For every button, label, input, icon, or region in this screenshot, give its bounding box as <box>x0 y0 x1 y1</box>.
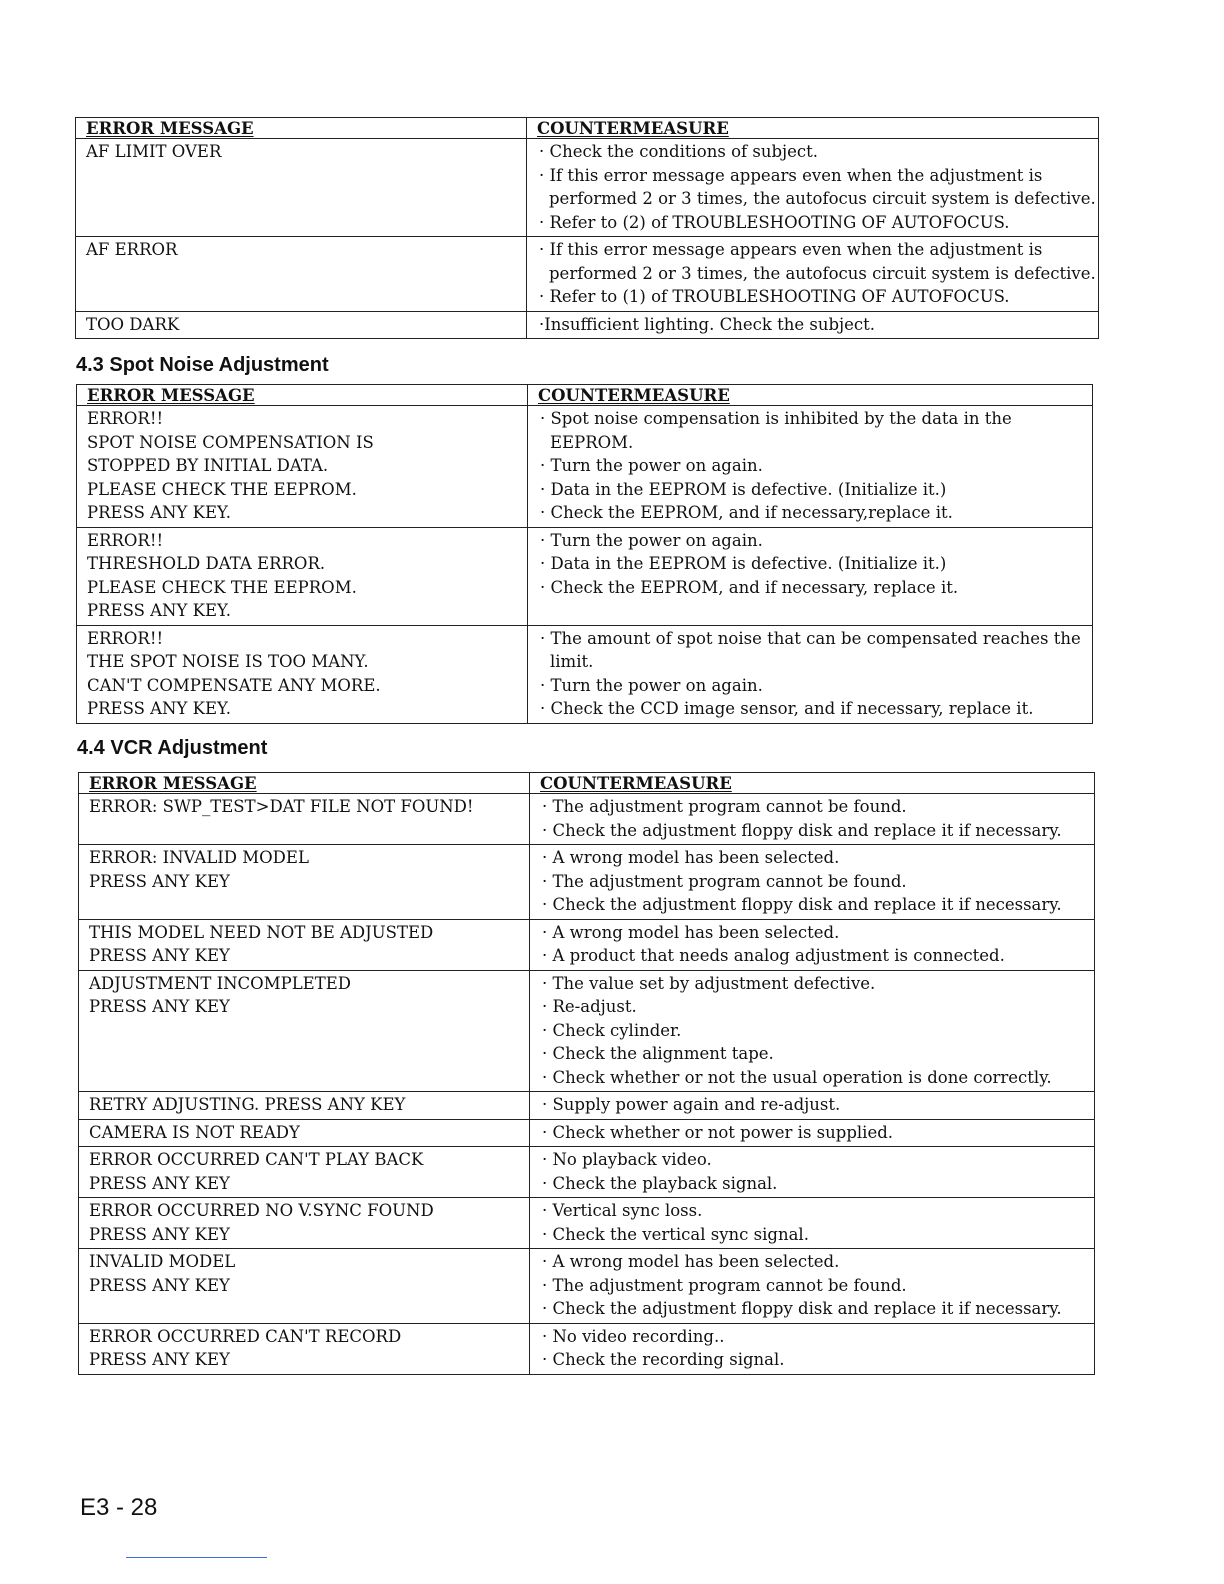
countermeasure-line: · The adjustment program cannot be found. <box>542 797 907 816</box>
countermeasure-cell <box>527 311 1099 339</box>
error-table-spot-noise <box>76 384 1093 724</box>
error-message-cell <box>79 1198 530 1249</box>
table-row <box>77 625 1093 723</box>
error-message-line: ERROR OCCURRED NO V.SYNC FOUND <box>89 1201 434 1220</box>
error-message-line: AF LIMIT OVER <box>86 142 222 161</box>
countermeasure-cell <box>530 1147 1095 1198</box>
error-message-line: THIS MODEL NEED NOT BE ADJUSTED <box>89 922 434 942</box>
countermeasure-line: performed 2 or 3 times, the autofocus circuit system is defective. <box>549 189 1096 208</box>
footer-rule <box>126 1557 267 1558</box>
error-message-line: PRESS ANY KEY <box>89 871 230 891</box>
table-row <box>79 970 1095 1092</box>
error-message-cell <box>79 845 530 920</box>
header-label: ERROR MESSAGE <box>87 386 255 405</box>
error-message-cell <box>77 527 528 625</box>
error-message-line: PLEASE CHECK THE EEPROM. <box>87 479 357 499</box>
countermeasure-line: · Check the recording signal. <box>542 1350 785 1369</box>
error-message-cell <box>79 1147 530 1198</box>
error-message-line: ERROR!! <box>87 530 164 550</box>
countermeasure-line: · Data in the EEPROM is defective. (Initialize it.) <box>540 479 947 499</box>
error-message-line: STOPPED BY INITIAL DATA. <box>87 456 329 475</box>
countermeasure-cell <box>530 919 1095 970</box>
table-row <box>79 794 1095 845</box>
error-message-line: PRESS ANY KEY. <box>87 503 232 522</box>
error-message-line: RETRY ADJUSTING. PRESS ANY KEY <box>89 1095 406 1114</box>
countermeasure-line: · A wrong model has been selected. <box>542 848 840 867</box>
countermeasure-cell <box>530 794 1095 845</box>
countermeasure-line: · A wrong model has been selected. <box>542 922 840 942</box>
table-row <box>79 1249 1095 1324</box>
error-message-line: AF ERROR <box>86 240 178 259</box>
countermeasure-line: limit. <box>550 652 594 671</box>
table-row <box>79 1147 1095 1198</box>
section-title-vcr: 4.4 VCR Adjustment <box>77 737 268 759</box>
error-message-line: PRESS ANY KEY <box>89 1350 230 1369</box>
page-number: E3 - 28 <box>80 1494 158 1521</box>
countermeasure-line: · No video recording.. <box>542 1326 725 1346</box>
error-message-line: CAN'T COMPENSATE ANY MORE. <box>87 675 381 695</box>
countermeasure-line: · Refer to (1) of TROUBLESHOOTING OF AUTOFOCUS. <box>539 287 1010 306</box>
countermeasure-line: performed 2 or 3 times, the autofocus circuit system is defective. <box>549 263 1096 283</box>
countermeasure-cell <box>530 845 1095 920</box>
countermeasure-line: · The amount of spot noise that can be compensated reaches the <box>540 628 1081 648</box>
countermeasure-line: · A wrong model has been selected. <box>542 1252 840 1271</box>
countermeasure-cell <box>528 527 1093 625</box>
table-row <box>77 527 1093 625</box>
table-row <box>79 919 1095 970</box>
error-message-line: PLEASE CHECK THE EEPROM. <box>87 577 357 597</box>
table-row <box>79 1119 1095 1147</box>
countermeasure-line: · The value set by adjustment defective. <box>542 973 876 993</box>
error-message-line: SPOT NOISE COMPENSATION IS <box>87 432 374 452</box>
error-message-cell <box>79 1323 530 1374</box>
table-row <box>76 237 1099 312</box>
error-message-cell <box>79 794 530 845</box>
header-row <box>77 385 1093 406</box>
table-row <box>76 311 1099 339</box>
countermeasure-line: ·Insufficient lighting. Check the subject. <box>539 314 876 334</box>
error-message-line: THE SPOT NOISE IS TOO MANY. <box>87 652 369 671</box>
countermeasure-line: · Check the vertical sync signal. <box>542 1224 809 1244</box>
error-message-cell <box>76 237 527 312</box>
table-row <box>77 406 1093 528</box>
error-message-line: ERROR: INVALID MODEL <box>89 848 309 867</box>
error-message-cell <box>79 919 530 970</box>
table-row <box>79 845 1095 920</box>
header-row <box>76 118 1099 139</box>
countermeasure-line: · The adjustment program cannot be found. <box>542 871 907 891</box>
error-message-line: ERROR OCCURRED CAN'T RECORD <box>89 1326 402 1346</box>
error-message-line: PRESS ANY KEY <box>89 1224 230 1244</box>
error-message-line: THRESHOLD DATA ERROR. <box>87 554 326 573</box>
error-message-line: PRESS ANY KEY <box>89 1275 230 1295</box>
countermeasure-line: · Check the adjustment floppy disk and replace it if necessary. <box>542 1299 1062 1318</box>
countermeasure-line: · Check whether or not the usual operation is done correctly. <box>542 1067 1052 1087</box>
header-row <box>79 773 1095 794</box>
error-message-line: CAMERA IS NOT READY <box>89 1122 300 1142</box>
countermeasure-line: · Turn the power on again. <box>540 530 763 550</box>
error-message-line: PRESS ANY KEY. <box>87 601 232 620</box>
error-table-autofocus <box>75 117 1099 339</box>
header-label: COUNTERMEASURE <box>538 386 730 405</box>
table-row <box>79 1092 1095 1120</box>
countermeasure-line: · If this error message appears even when the adjustment is <box>539 240 1043 259</box>
error-message-line: ERROR OCCURRED CAN'T PLAY BACK <box>89 1150 424 1169</box>
error-message-line: ADJUSTMENT INCOMPLETED <box>89 973 351 993</box>
countermeasure-cell <box>530 1323 1095 1374</box>
error-message-line: PRESS ANY KEY <box>89 997 230 1016</box>
countermeasure-line: · Refer to (2) of TROUBLESHOOTING OF AUTOFOCUS. <box>539 212 1010 232</box>
error-message-cell <box>76 139 527 237</box>
countermeasure-line: EEPROM. <box>550 432 634 452</box>
error-message-cell <box>77 625 528 723</box>
countermeasure-line: · Spot noise compensation is inhibited by the data in the <box>540 409 1012 428</box>
header-label: ERROR MESSAGE <box>86 119 254 138</box>
countermeasure-cell <box>530 1119 1095 1147</box>
countermeasure-cell <box>530 1249 1095 1324</box>
countermeasure-line: · Check the alignment tape. <box>542 1044 774 1063</box>
header-label: COUNTERMEASURE <box>537 119 729 138</box>
countermeasure-line: · If this error message appears even when the adjustment is <box>539 165 1043 185</box>
error-message-line: PRESS ANY KEY <box>89 1173 230 1193</box>
error-message-cell <box>76 311 527 339</box>
countermeasure-line: · Check the EEPROM, and if necessary, replace it. <box>540 577 959 597</box>
countermeasure-line: · Turn the power on again. <box>540 456 763 475</box>
countermeasure-line: · The adjustment program cannot be found. <box>542 1275 907 1295</box>
header-error-message <box>79 773 530 794</box>
header-countermeasure <box>530 773 1095 794</box>
header-label: ERROR MESSAGE <box>89 774 257 793</box>
table-row <box>79 1323 1095 1374</box>
countermeasure-line: · Check the conditions of subject. <box>539 142 819 161</box>
countermeasure-line: · Check whether or not power is supplied. <box>542 1122 894 1142</box>
error-message-line: PRESS ANY KEY. <box>87 699 232 718</box>
header-error-message <box>76 118 527 139</box>
error-message-line: PRESS ANY KEY <box>89 946 230 965</box>
countermeasure-line: · Vertical sync loss. <box>542 1201 703 1220</box>
countermeasure-line: · No playback video. <box>542 1150 712 1169</box>
header-countermeasure <box>527 118 1099 139</box>
countermeasure-cell <box>528 406 1093 528</box>
error-message-line: ERROR!! <box>87 409 164 428</box>
countermeasure-line: · Check the adjustment floppy disk and replace it if necessary. <box>542 895 1062 914</box>
error-message-line: TOO DARK <box>86 314 180 334</box>
countermeasure-cell <box>527 139 1099 237</box>
countermeasure-line: · Check the EEPROM, and if necessary,replace it. <box>540 503 953 522</box>
error-message-line: INVALID MODEL <box>89 1252 236 1271</box>
countermeasure-cell <box>528 625 1093 723</box>
countermeasure-line: · Check cylinder. <box>542 1020 682 1040</box>
header-error-message <box>77 385 528 406</box>
error-message-cell <box>79 1119 530 1147</box>
error-message-cell <box>79 1092 530 1120</box>
countermeasure-line: · Supply power again and re-adjust. <box>542 1095 841 1114</box>
countermeasure-cell <box>530 1092 1095 1120</box>
countermeasure-cell <box>530 1198 1095 1249</box>
countermeasure-cell <box>527 237 1099 312</box>
header-label: COUNTERMEASURE <box>540 774 732 793</box>
error-message-line: ERROR!! <box>87 628 164 648</box>
section-title-spot-noise: 4.3 Spot Noise Adjustment <box>76 354 329 376</box>
countermeasure-line: · Data in the EEPROM is defective. (Initialize it.) <box>540 554 947 573</box>
countermeasure-line: · Re-adjust. <box>542 997 637 1016</box>
table-row <box>79 1198 1095 1249</box>
error-message-cell <box>79 970 530 1092</box>
table-row <box>76 139 1099 237</box>
countermeasure-cell <box>530 970 1095 1092</box>
error-message-line: ERROR: SWP_TEST>DAT FILE NOT FOUND! <box>89 797 474 816</box>
countermeasure-line: · Check the playback signal. <box>542 1173 778 1193</box>
error-table-vcr <box>78 772 1095 1375</box>
error-message-cell <box>79 1249 530 1324</box>
header-countermeasure <box>528 385 1093 406</box>
countermeasure-line: · Turn the power on again. <box>540 675 763 695</box>
countermeasure-line: · Check the CCD image sensor, and if necessary, replace it. <box>540 699 1034 718</box>
countermeasure-line: · Check the adjustment floppy disk and replace it if necessary. <box>542 820 1062 840</box>
countermeasure-line: · A product that needs analog adjustment is connected. <box>542 946 1005 965</box>
error-message-cell <box>77 406 528 528</box>
